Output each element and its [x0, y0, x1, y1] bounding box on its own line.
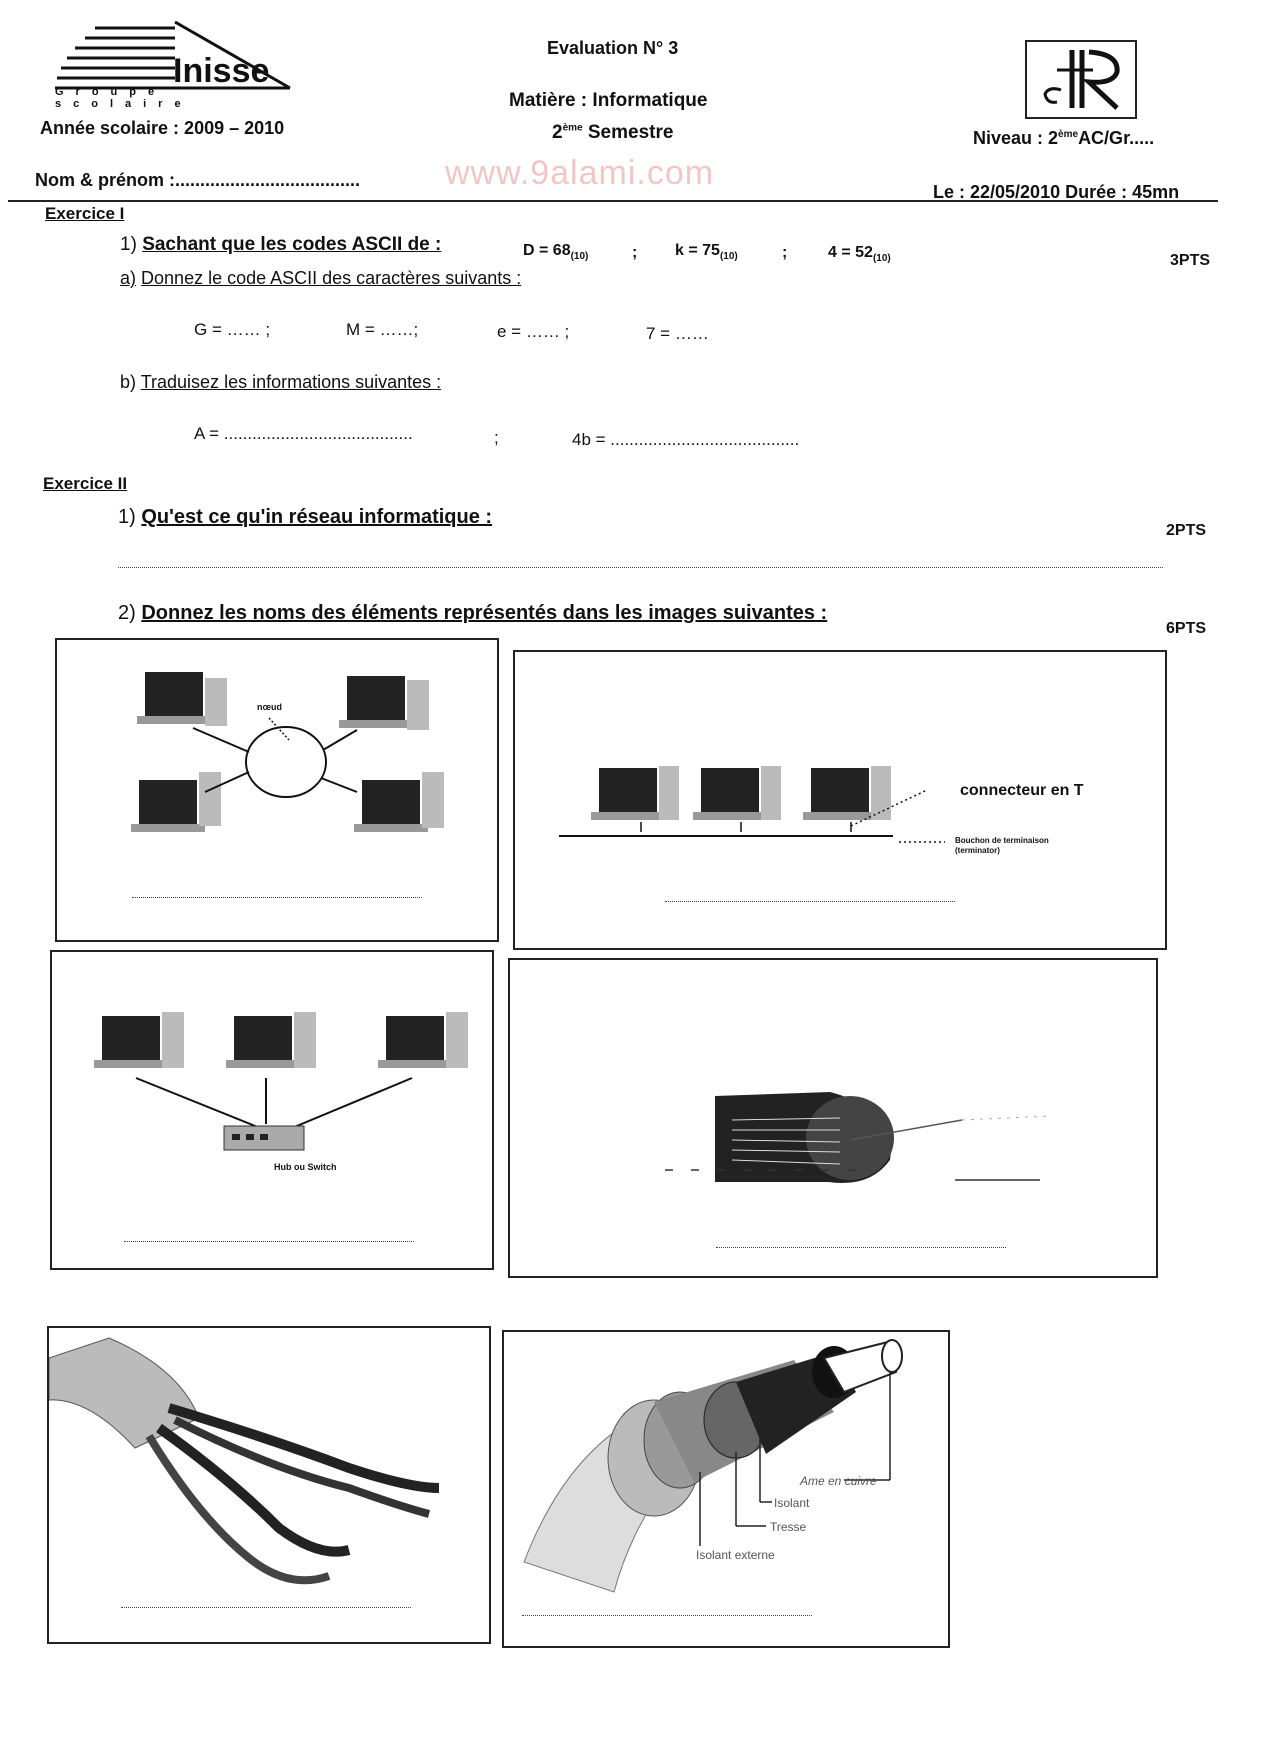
label-hub-switch: Hub ou Switch	[274, 1162, 337, 1172]
exercise-1-title: Exercice I	[45, 204, 125, 223]
ex1-question-b: b) Traduisez les informations suivantes :	[120, 372, 442, 392]
figure-twisted-pair	[47, 1326, 491, 1644]
ring-network-diagram	[57, 640, 497, 940]
sep-3: ;	[494, 428, 499, 447]
seal-graphic	[1027, 42, 1135, 117]
label-isolant-externe: Isolant externe	[696, 1548, 775, 1562]
figure-ring-topology	[55, 638, 499, 942]
ex1-question-1: 1) Sachant que les codes ASCII de :	[120, 234, 442, 255]
watermark: www.9alami.com	[445, 154, 715, 192]
header-divider	[8, 200, 1218, 202]
ex2-points-2: 6PTS	[1166, 620, 1207, 637]
ex2-question-1: 1) Qu'est ce qu'in réseau informatique :	[118, 506, 493, 528]
student-name-field[interactable]: Nom & prénom :.....................................	[35, 170, 361, 190]
computer-icon	[137, 672, 227, 726]
figure-2-answer-line[interactable]	[665, 900, 955, 902]
answer-m[interactable]: M = ……;	[346, 320, 419, 339]
figure-bus-topology	[513, 650, 1167, 950]
star-network-diagram	[52, 952, 492, 1268]
ex1-question-a: a) Donnez le code ASCII des caractères suivants :	[120, 268, 522, 288]
semester: 2ème Semestre	[552, 122, 674, 143]
twisted-pair-cable-illustration	[49, 1328, 489, 1642]
bus-network-diagram	[515, 652, 1165, 948]
figure-fiber-optic	[508, 958, 1158, 1278]
answer-g[interactable]: G = …… ;	[194, 320, 271, 339]
evaluation-title: Evaluation N° 3	[547, 38, 679, 58]
network-definition-answer-line[interactable]	[118, 566, 1163, 568]
exercise-2-title: Exercice II	[43, 474, 128, 493]
fiber-optic-illustration	[510, 960, 1156, 1276]
subject: Matière : Informatique	[509, 90, 708, 111]
exam-date-duration: Le : 22/05/2010 Durée : 45mn	[933, 182, 1180, 202]
seal-logo	[1025, 40, 1137, 119]
ex1-points: 3PTS	[1170, 252, 1211, 269]
label-bouchon: Bouchon de terminaison	[955, 836, 1049, 845]
label-noeud: nœud	[257, 702, 282, 712]
school-logo	[55, 20, 295, 110]
ex2-question-2: 2) Donnez les noms des éléments représentés dans les images suivantes :	[118, 602, 828, 624]
label-isolant: Isolant	[774, 1496, 810, 1510]
label-terminator: (terminator)	[955, 846, 1000, 855]
label-tresse: Tresse	[770, 1520, 807, 1534]
figure-1-answer-line[interactable]	[132, 896, 422, 898]
ascii-d: $D = 68_{(10)}$	[523, 242, 589, 263]
label-ame-cuivre: Ame en cuivre	[800, 1474, 877, 1488]
figure-6-answer-line[interactable]	[522, 1614, 812, 1616]
level: Niveau : 2èmeAC/Gr.....	[973, 128, 1155, 148]
logo-text: Inisse	[173, 52, 270, 90]
coaxial-cable-illustration	[504, 1332, 948, 1646]
sep-2: ;	[782, 244, 788, 261]
answer-e[interactable]: e = …… ;	[497, 322, 570, 341]
ascii-k: $k = 75_{(10)}$	[675, 242, 738, 263]
logo-subtitle: Groupe scolaire	[55, 86, 193, 110]
figure-coaxial-cable	[502, 1330, 950, 1648]
figure-star-topology	[50, 950, 494, 1270]
figure-5-answer-line[interactable]	[121, 1606, 411, 1608]
answer-a[interactable]: A = ........................................	[194, 424, 413, 443]
school-year: Année scolaire : 2009 – 2010	[40, 118, 285, 138]
answer-7[interactable]: 7 = ……	[646, 324, 709, 343]
figure-4-answer-line[interactable]	[716, 1246, 1006, 1248]
figure-3-answer-line[interactable]	[124, 1240, 414, 1242]
ascii-4: $4 = 52_{(10)}$	[828, 244, 891, 265]
answer-4b[interactable]: 4b = ........................................	[572, 430, 800, 449]
label-connecteur-t: connecteur en T	[960, 782, 1084, 799]
sep-1: ;	[632, 244, 638, 261]
ex2-points-1: 2PTS	[1166, 522, 1207, 539]
